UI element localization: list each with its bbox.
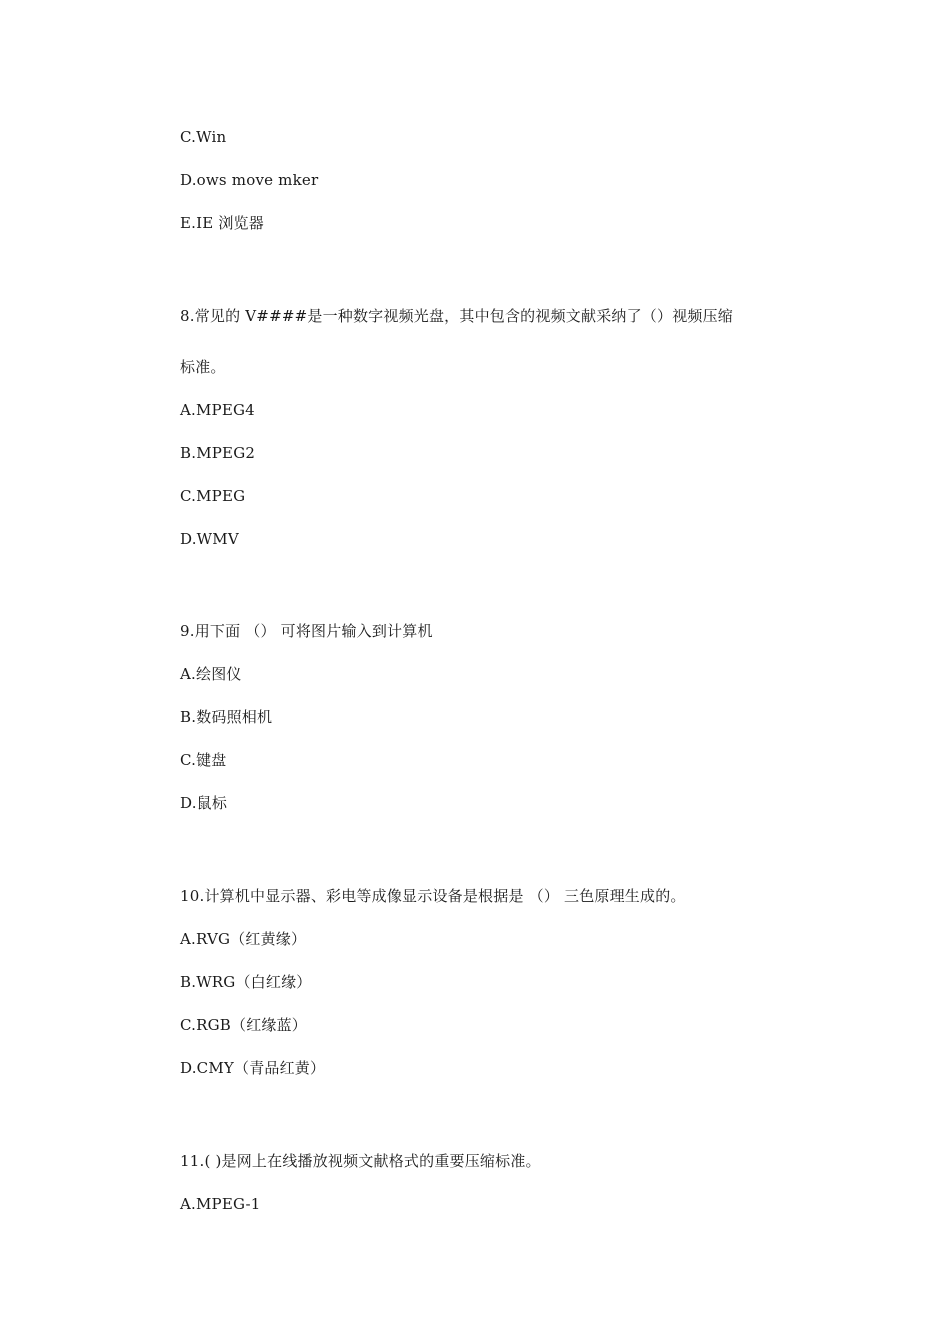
option-line: A.MPEG4 [180,401,255,419]
option-line: B.数码照相机 [180,708,273,726]
option-line: D.CMY（青品红黄） [180,1059,326,1077]
question-8-text: 8.常见的 V####是一种数字视频光盘，其中包含的视频文献采纳了（）视频压缩 [180,307,733,325]
option-line: C.Win [180,128,227,146]
option-line: C.键盘 [180,751,227,769]
question-9-text: 9.用下面 （） 可将图片输入到计算机 [180,622,433,640]
option-line: A.RVG（红黄缘） [180,930,307,948]
option-line: B.WRG（白红缘） [180,973,312,991]
question-8-text-continued: 标准。 [180,358,226,376]
option-line: C.MPEG [180,487,246,505]
option-line: D.WMV [180,530,239,548]
option-line: A.绘图仪 [180,665,242,683]
question-10-text: 10.计算机中显示器、彩电等成像显示设备是根据是 （） 三色原理生成的。 [180,887,686,905]
option-line: A.MPEG-1 [180,1195,261,1213]
option-line: D.ows move mker [180,171,319,189]
option-line: E.IE 浏览器 [180,214,264,232]
option-line: D.鼠标 [180,794,228,812]
option-line: C.RGB（红缘蓝） [180,1016,308,1034]
question-11-text: 11.( )是网上在线播放视频文献格式的重要压缩标准。 [180,1152,541,1170]
option-line: B.MPEG2 [180,444,256,462]
